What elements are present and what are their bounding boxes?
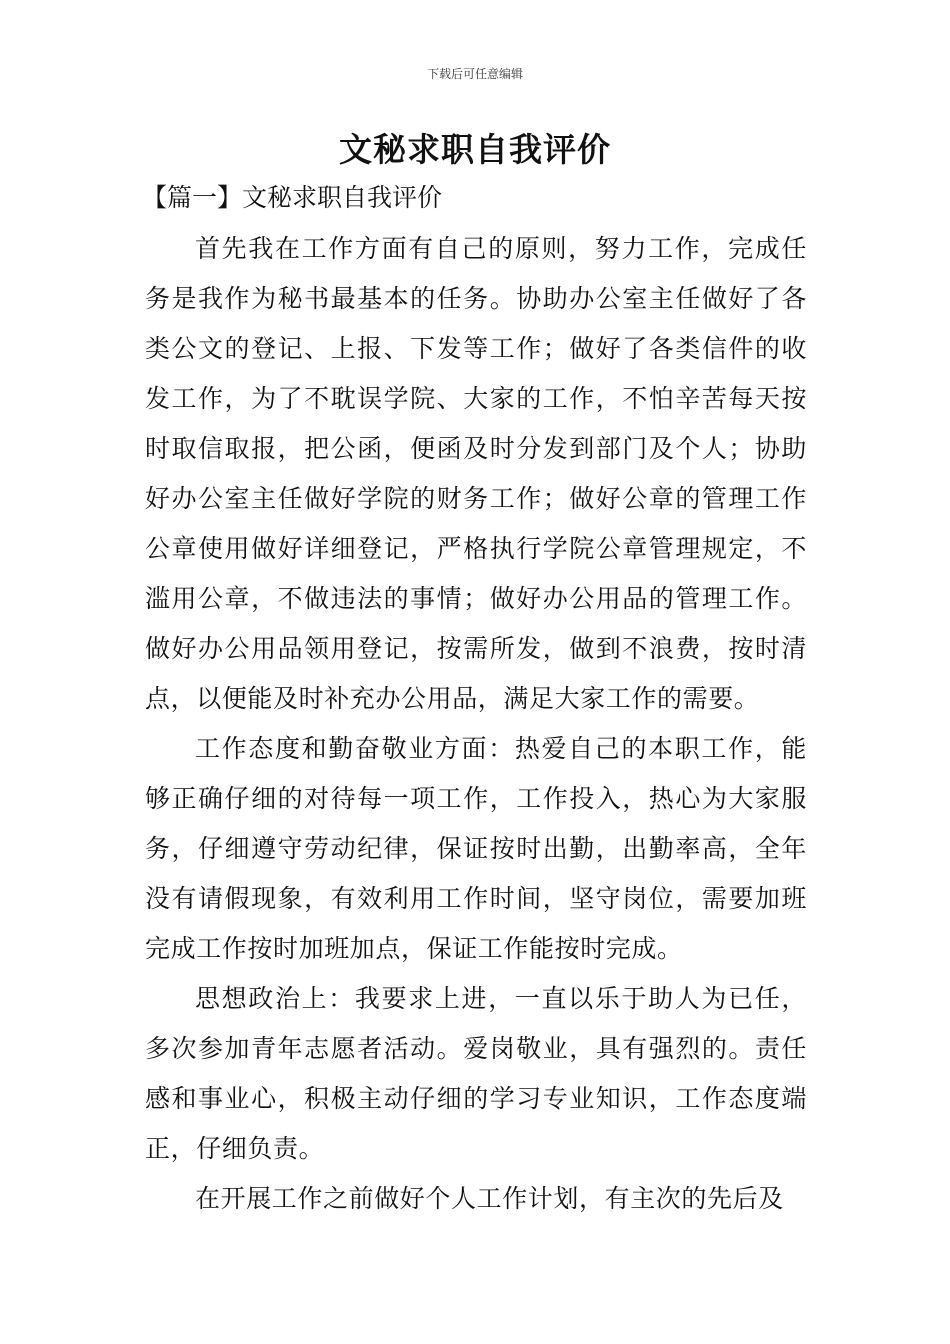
paragraph: 在开展工作之前做好个人工作计划，有主次的先后及 (195, 1184, 784, 1213)
header-note: 下载后可任意编辑 (426, 67, 523, 81)
body-text (145, 224, 807, 1224)
document-title: 文秘求职自我评价 (339, 130, 611, 169)
paragraph: 思想政治上：我要求上进，一直以乐于助人为已任，多次参加青年志愿者活动。爱岗敬业，具有强烈的。责任感和事业心，积极主动仔细的学习专业知识，工作态度端正，仔细负责。 (145, 984, 807, 1163)
section-heading: 【篇一】文秘求职自我评价 (142, 183, 443, 212)
paragraph: 工作态度和勤奋敬业方面：热爱自己的本职工作，能够正确仔细的对待每一项工作，工作投入，热心为大家服务，仔细遵守劳动纪律，保证按时出勤，出勤率高，全年没有请假现象，有效利用工作时间，坚守岗位，需要加班完成工作按时加班加点，保证工作能按时完成。 (145, 734, 807, 963)
paragraph: 首先我在工作方面有自己的原则，努力工作，完成任务是我作为秘书最基本的任务。协助办公室主任做好了各类公文的登记、上报、下发等工作；做好了各类信件的收发工作，为了不耽误学院、大家的工作，不怕辛苦每天按时取信取报，把公函，便函及时分发到部门及个人；协助好办公室主任做好学院的财务工作；做好公章的管理工作公章使用做好详细登记，严格执行学院公章管理规定，不滥用公章，不做违法的事情；做好办公用品的管理工作。做好办公用品领用登记，按需所发，做到不浪费，按时清点，以便能及时补充办公用品，满足大家工作的需要。 (145, 234, 807, 713)
